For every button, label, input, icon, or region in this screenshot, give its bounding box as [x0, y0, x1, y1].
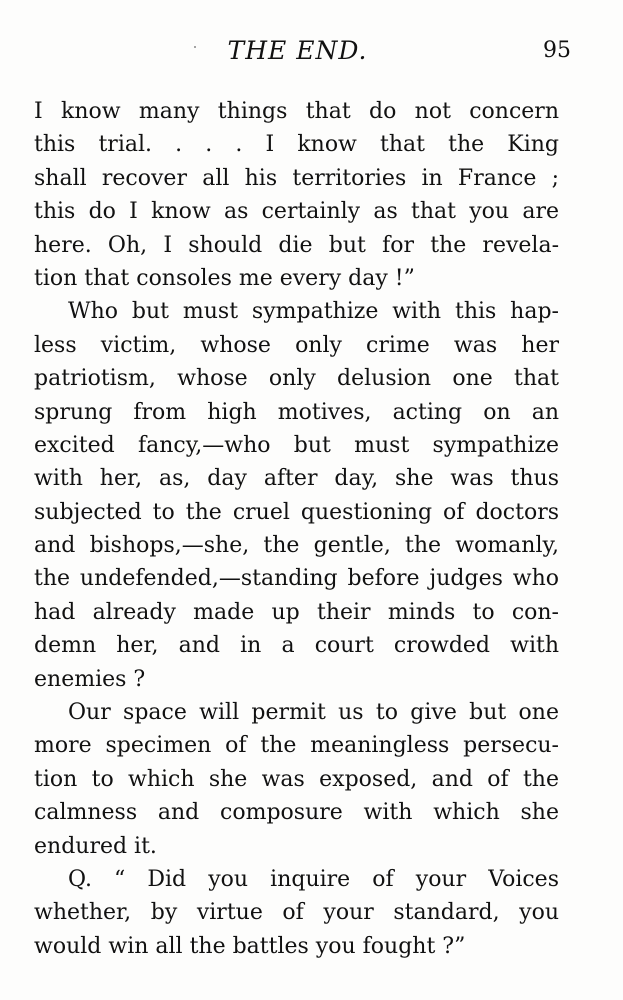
text-line: here. Oh, I should die but for the revela- — [34, 232, 559, 258]
paragraph — [34, 863, 559, 963]
text-line: subjected to the cruel questioning of doctors — [34, 499, 559, 525]
text-line: would win all the battles you fought ?” — [34, 933, 466, 959]
text-line: the undefended,—standing before judges who — [34, 566, 559, 592]
text-line: demn her, and in a court crowded with — [34, 633, 559, 659]
text-line: tion to which she was exposed, and of the — [34, 766, 559, 792]
text-line: Our space will permit us to give but one — [68, 700, 559, 726]
text-line: had already made up their minds to con- — [34, 599, 559, 625]
text-line: tion that consoles me every day !” — [34, 265, 415, 291]
text-line: Who but must sympathize with this hap- — [68, 299, 559, 325]
running-head — [34, 34, 571, 68]
text-line: with her, as, day after day, she was thus — [34, 466, 559, 492]
text-line: more specimen of the meaningless persecu- — [34, 733, 559, 759]
text-line: excited fancy,—who but must sympathize — [34, 432, 559, 458]
body-text — [34, 95, 559, 963]
text-line: patriotism, whose only delusion one that — [34, 366, 559, 392]
text-line: calmness and composure with which she — [34, 800, 559, 826]
paragraph — [34, 295, 559, 696]
text-line: and bishops,—she, the gentle, the womanly, — [34, 533, 559, 559]
text-line: sprung from high motives, acting on an — [34, 399, 559, 425]
running-title: THE END. — [227, 36, 368, 65]
text-line: shall recover all his territories in France ; — [34, 165, 559, 191]
text-line: this trial. . . . I know that the King — [34, 132, 559, 158]
page-number: 95 — [543, 38, 571, 63]
text-line: enemies ? — [34, 666, 146, 692]
text-line: less victim, whose only crime was her — [34, 332, 559, 358]
text-line: whether, by virtue of your standard, you — [34, 900, 559, 926]
text-line: endured it. — [34, 833, 157, 859]
text-line: Q. “ Did you inquire of your Voices — [68, 866, 559, 892]
text-line: I know many things that do not concern — [34, 99, 559, 124]
paragraph — [34, 696, 559, 863]
paragraph — [34, 95, 559, 295]
text-line: this do I know as certainly as that you are — [34, 199, 559, 225]
